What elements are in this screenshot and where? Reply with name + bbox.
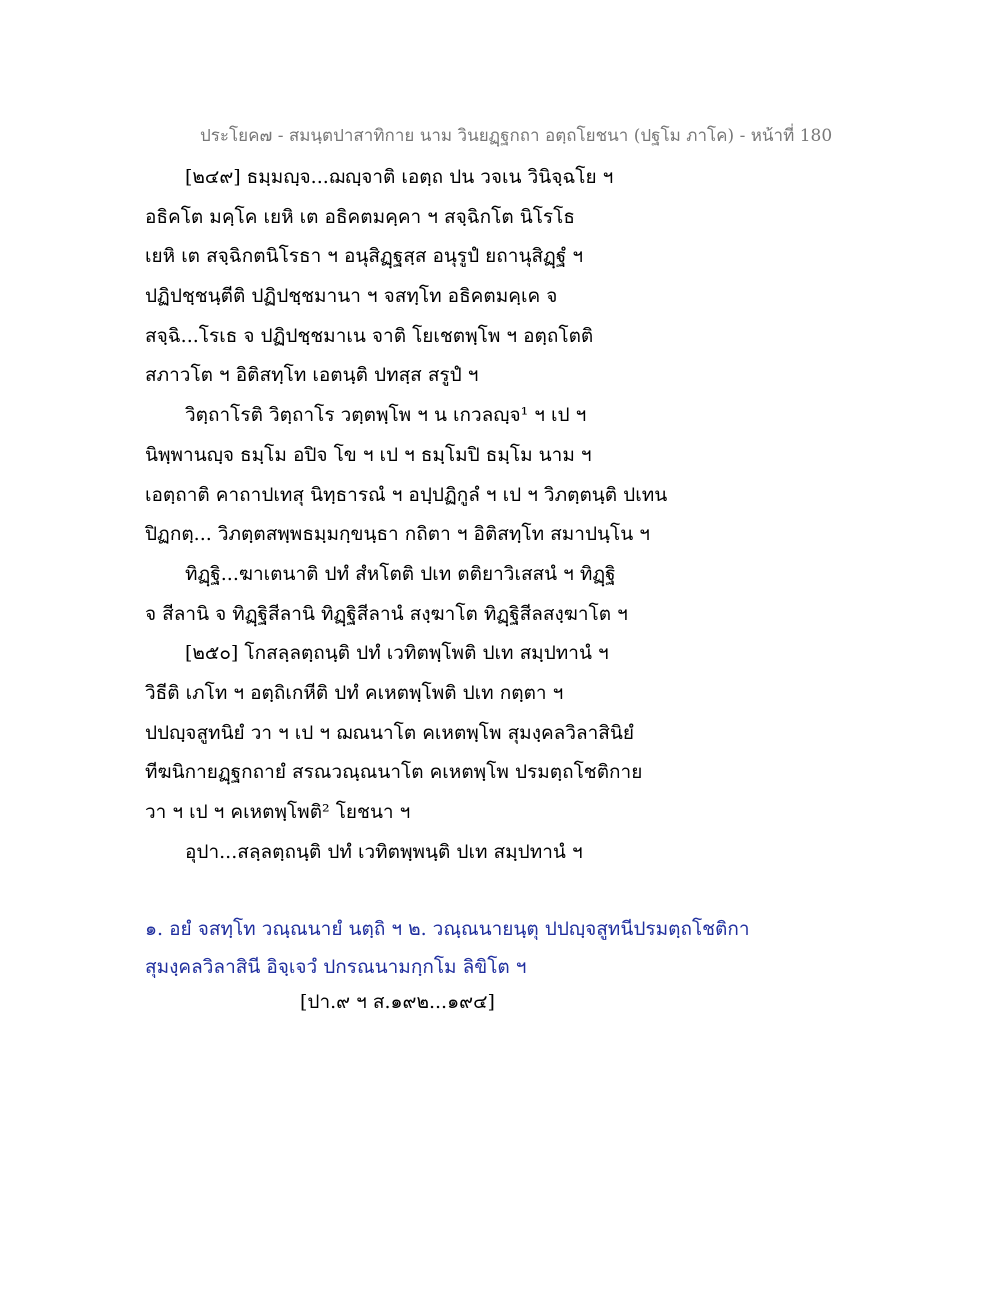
text-line: วิตฺถาโรติ วิตฺถาโร วตฺตพฺโพ ฯ น เกวลญฺจ¹ ฯ เป ฯ [185,404,587,427]
page-header: ประโยค๗ - สมนฺตปาสาทิกาย นาม วินยฏฺฐกถา อตฺถโยชนา (ปฐโม ภาโค) - หน้าที่ 180 [200,126,833,146]
footnotes [145,910,865,986]
text-line: ปิฏกตฺ... วิภตฺตสพฺพธมฺมกฺขนฺธา กถิตา ฯ อิติสทฺโท สมาปนฺโน ฯ [145,523,650,546]
text-line: อุปา...สลฺลตฺถนฺติ ปทํ เวทิตพฺพนฺติ ปเท สมฺปทานํ ฯ [185,840,583,863]
text-line: [๒๔๙] ธมฺมญฺจ...ฌญฺจาติ เอตฺถ ปน วจเน วินิจฺฉโย ฯ [185,166,614,188]
footnote-line: ๑. อยํ จสทฺโท วณฺณนายํ นตฺถิ ฯ ๒. วณฺณนายนฺตุ ปปญฺจสูทนีปรมตฺถโชติกา [145,918,750,940]
text-line: ปปญฺจสูทนิยํ วา ฯ เป ฯ ฌณนาโต คเหตพฺโพ สุมงฺคลวิลาสินิยํ [145,721,635,744]
text-line: ปฏิปชฺชนฺตีติ ปฏิปชฺชมานา ฯ จสทฺโท อธิคตมคฺเค จ [145,285,558,308]
text-line: เยหิ เต สจฺฉิกตนิโรธา ฯ อนุสิฏฺฐสฺส อนุรูปํ ยถานุสิฏฺฐํ ฯ [145,245,584,268]
footnote-line: สุมงฺคลวิลาสินี อิจฺเจวํ ปกรณนามกฺกโม ลิขิโต ฯ [145,956,527,978]
text-line: สจฺฉิ...โรเธ จ ปฏิปชฺชมาเน จาติ โยเชตพฺโพ ฯ อตฺถโตติ [145,324,594,347]
text-line: สภาวโต ฯ อิติสทฺโท เอตนฺติ ปทสฺส สรูปํ ฯ [145,364,479,387]
page-reference: [ปา.๙ ฯ ส.๑๙๒...๑๙๔] [300,991,495,1013]
text-line: ทิฏฺฐิ...ฆาเตนาติ ปทํ สํหโตติ ปเท ตติยาวิเสสนํ ฯ ทิฏฺฐิ [185,562,616,585]
text-line: จ สีลานิ จ ทิฏฺฐิสีลานิ ทิฏฺฐิสีลานํ สงฺฆาโต ทิฏฺฐิสีลสงฺฆาโต ฯ [145,602,628,625]
text-line: เอตฺถาติ คาถาปเทสุ นิทฺธารณํ ฯ อปฺปฏิกูลํ ฯ เป ฯ วิภตฺตนฺติ ปเทน [145,483,668,506]
body-text [145,158,865,872]
text-line: นิพฺพานญฺจ ธมฺโม อปิจ โข ฯ เป ฯ ธมฺโมปิ ธมฺโม นาม ฯ [145,443,592,466]
text-line: [๒๕๐] โกสลฺลตฺถนฺติ ปทํ เวทิตพฺโพติ ปเท สมฺปทานํ ฯ [185,642,609,665]
text-line: ทีฆนิกายฏฺฐกถายํ สรณวณฺณนาโต คเหตพฺโพ ปรมตฺถโชติกาย [145,761,643,784]
text-line: วา ฯ เป ฯ คเหตพฺโพติ² โยชนา ฯ [145,801,411,823]
text-line: วิธีติ เภโท ฯ อตฺถิเกหีติ ปทํ คเหตพฺโพติ ปเท กตฺตา ฯ [145,681,564,704]
text-line: อธิคโต มคฺโค เยหิ เต อธิคตมคฺคา ฯ สจฺฉิกโต นิโรโธ [145,205,575,228]
